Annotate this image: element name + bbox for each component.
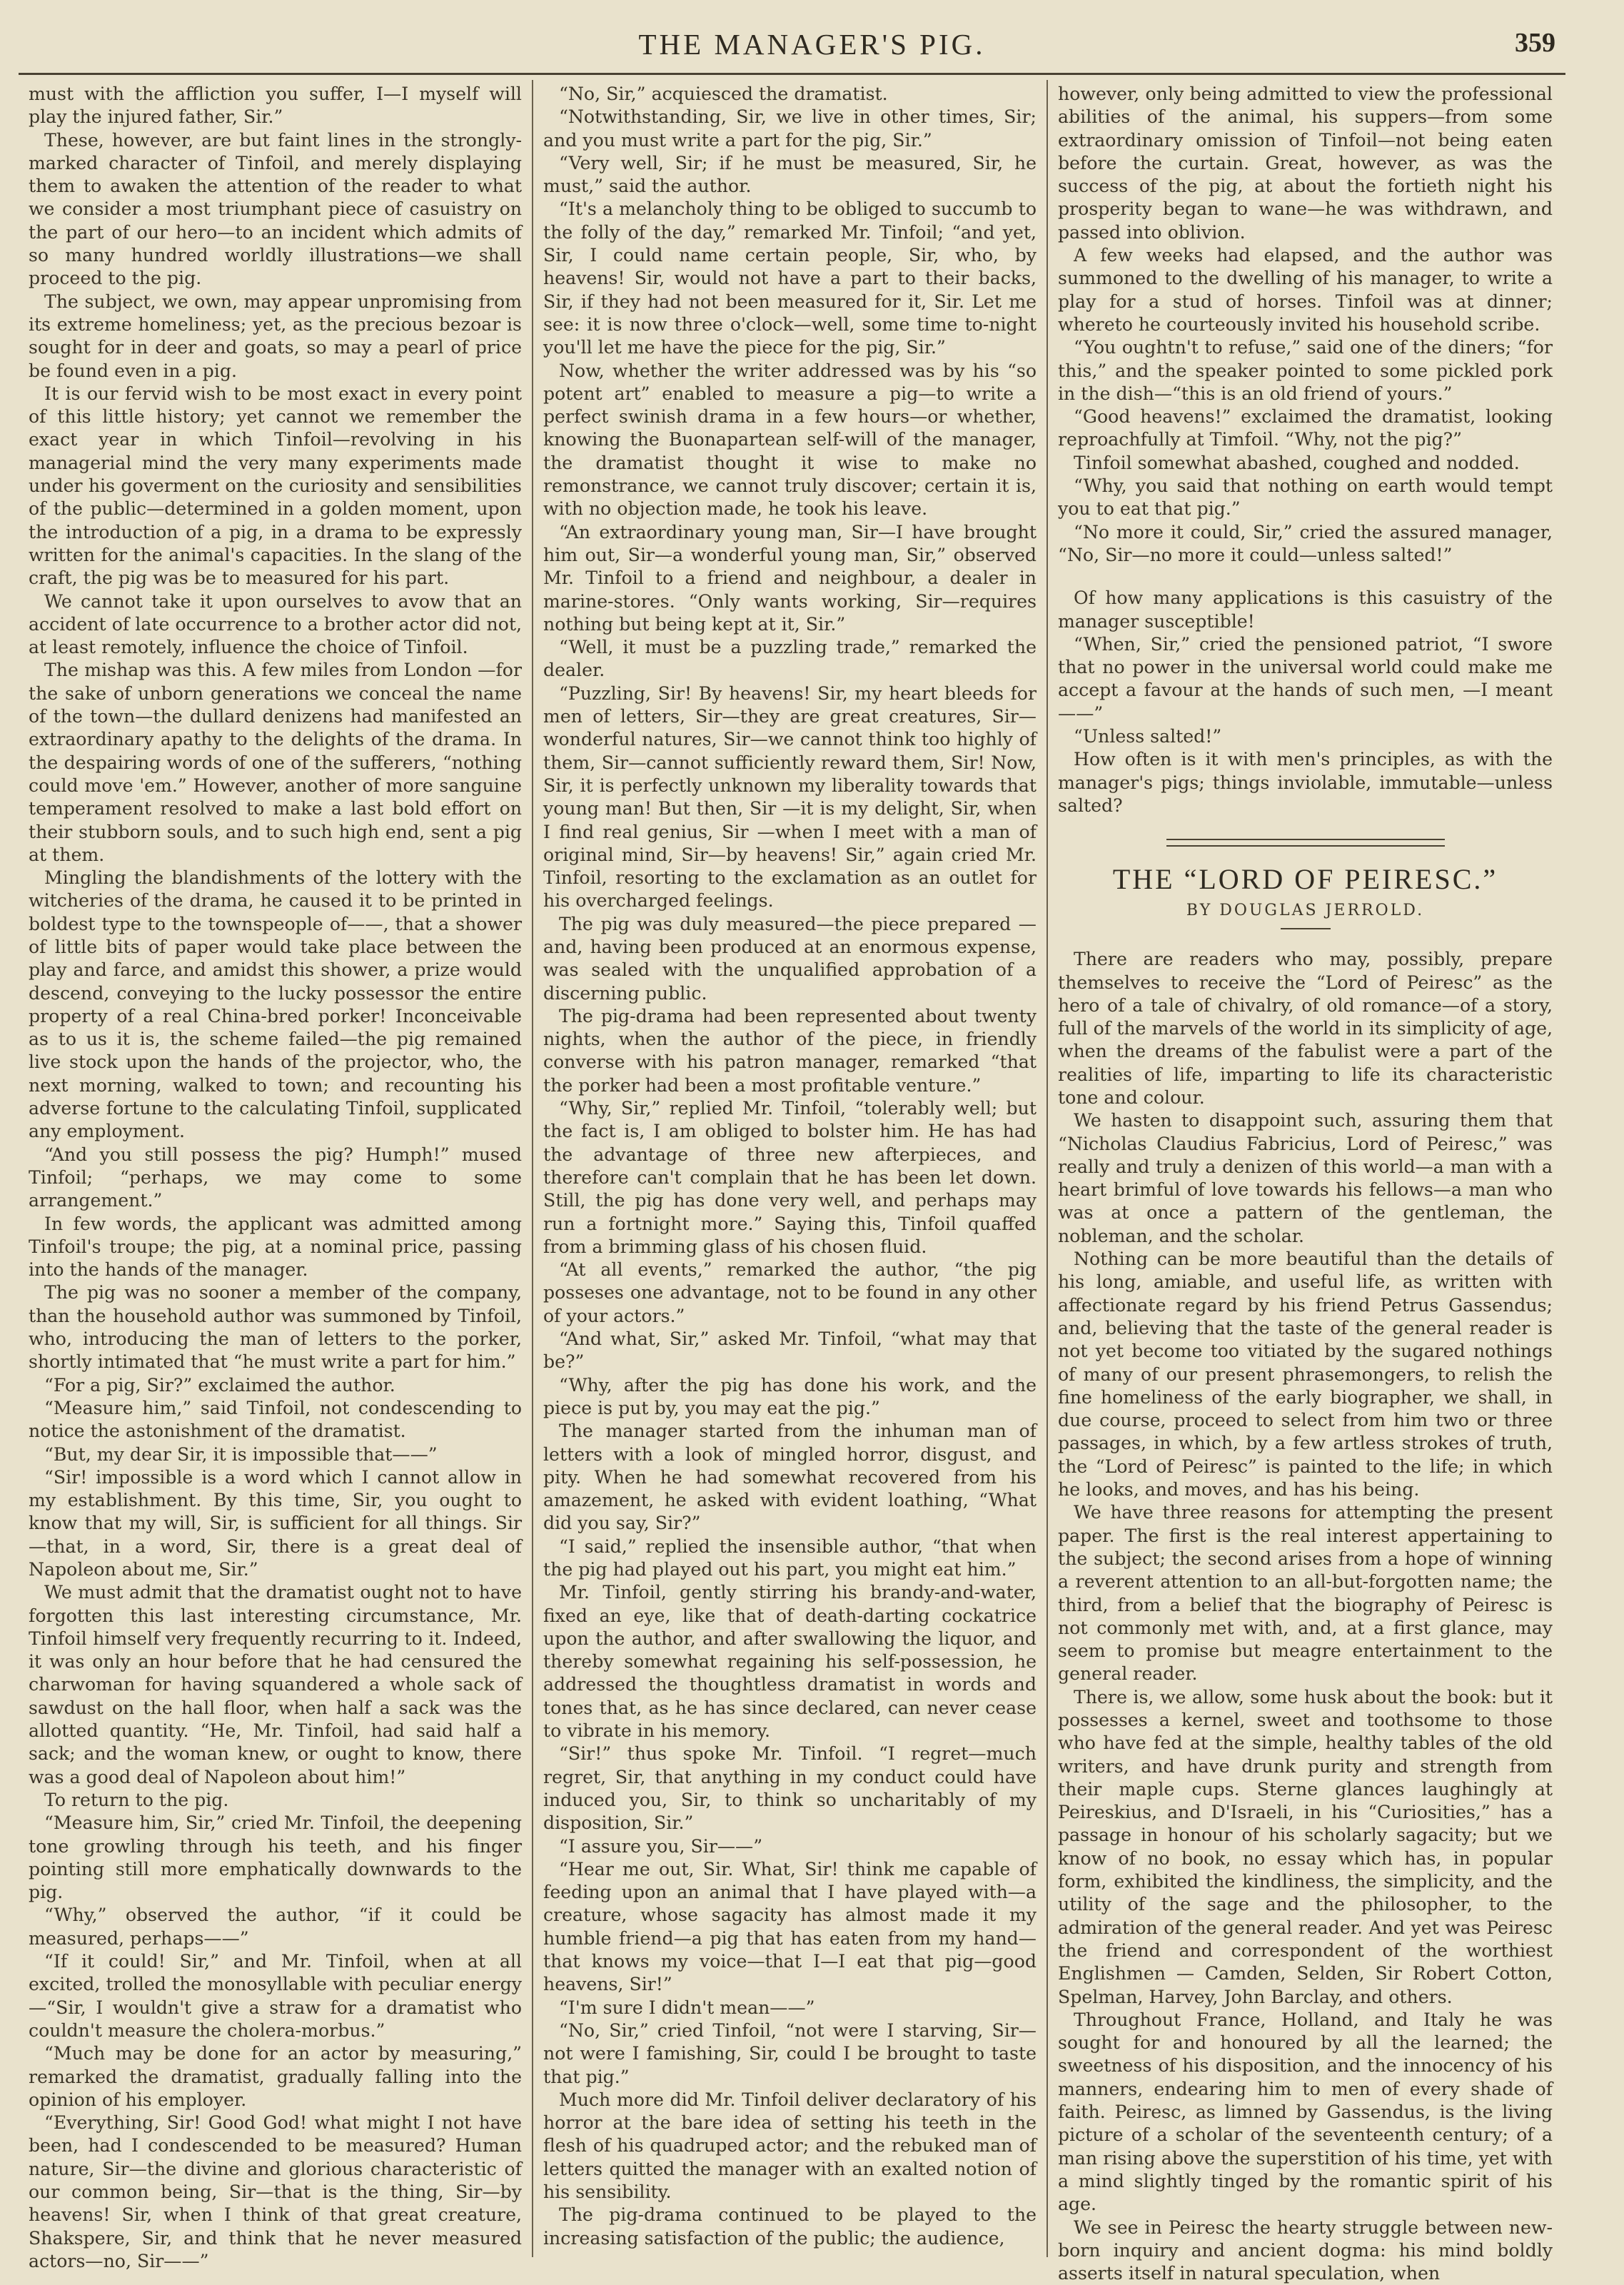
paragraph: “Why,” observed the author, “if it could be measured, perhaps——”	[29, 1905, 522, 1949]
paragraph: “When, Sir,” cried the pensioned patriot, “I swore that no power in the universal world could make me accept a favour at the hands of such men, —I meant——”	[1058, 633, 1553, 724]
page-header	[0, 0, 1624, 79]
paragraph: however, only being admitted to view the professional abilities of the animal, his suppers—from some extraordinary omission of Tinfoil—not being eaten before the curtain. Great, however, as was the success of the pig, at about the fortieth night his prosperity began to wane—he was withdrawn, and passed into oblivion.	[1058, 84, 1553, 243]
paragraph: Tinfoil somewhat abashed, coughed and nodded.	[1074, 452, 1520, 473]
column-2	[533, 80, 1048, 2257]
paragraph: We hasten to disappoint such, assuring them that “Nicholas Claudius Fabricius, Lord of Peiresc,” was really and truly a denizen of this world—a man with a heart brimful of love towards his fellows—a man who was at once a pattern of the gentleman, the nobleman, and the scholar.	[1058, 1110, 1553, 1246]
paragraph: The subject, we own, may appear unpromising from its extreme homeliness; yet, as the precious bezoar is sought for in deer and goats, so may a pearl of price be found even in a pig.	[29, 291, 522, 381]
byline-rule	[1281, 928, 1331, 929]
paragraph: A few weeks had elapsed, and the author was summoned to the dwelling of his manager, to write a play for a stud of horses. Tinfoil was at dinner; whereto he courteously invited his household scribe.	[1058, 245, 1553, 335]
paragraph: “But, my dear Sir, it is impossible that——”	[44, 1443, 438, 1465]
paragraph: “At all events,” remarked the author, “the pig posseses one advantage, not to be found in any other of your actors.”	[543, 1259, 1037, 1326]
paragraph: “If it could! Sir,” and Mr. Tinfoil, when at all excited, trolled the monosyllable with peculiar energy—“Sir, I wouldn't give a straw for a dramatist who couldn't measure the cholera-morbus.”	[29, 1951, 522, 2041]
paragraph: The pig was duly measured—the piece prepared —and, having been produced at an enormous expense, was sealed with the unqualified approbation of a discerning public.	[543, 913, 1037, 1004]
paragraph: “An extraordinary young man, Sir—I have brought him out, Sir—a wonderful young man, Sir,” observed Mr. Tinfoil to a friend and neighbour, a dealer in marine-stores. “Only wants working, Sir—requires nothing but being kept at it, Sir.”	[543, 521, 1037, 635]
paragraph: “Measure him,” said Tinfoil, not condescending to notice the astonishment of the dramatist.	[29, 1397, 522, 1442]
paragraph: We cannot take it upon ourselves to avow that an accident of late occurrence to a brother actor did not, at least remotely, influence the choice of Tinfoil.	[29, 590, 522, 658]
page-number: 359	[1515, 28, 1555, 58]
article-2-body	[1058, 948, 1553, 2285]
paragraph-gap	[1058, 567, 1553, 587]
paragraph: Nothing can be more beautiful than the details of his long, amiable, and useful life, as written with affectionate regard by his friend Petrus Gassendus; and, believing that the taste of the general reader is not yet become too vitiated by the sugared nothings of many of our present phrasemongers, to relish the fine homeliness of the early biographer, we shall, in due course, proceed to select from him two or three passages, in which, by a few artless strokes of truth, the “Lord of Peiresc” is painted to the life; in which he looks, and moves, and has his being.	[1058, 1249, 1553, 1500]
paragraph: “Good heavens!” exclaimed the dramatist, looking reproachfully at Timfoil. “Why, not the pig?”	[1058, 406, 1553, 450]
paragraph: “I'm sure I didn't mean——”	[559, 1997, 815, 2018]
paragraph: “Hear me out, Sir. What, Sir! think me capable of feeding upon an animal that I have played with—a creature, whose sagacity has almost made it my humble friend—a pig that has eaten from my hand—that knows my voice—that I—I eat that pig—good heavens, Sir!”	[543, 1858, 1037, 1995]
paragraph: “Very well, Sir; if he must be measured, Sir, he must,” said the author.	[543, 152, 1037, 197]
paragraph: must with the affliction you suffer, I—I myself will play the injured father, Sir.”	[29, 84, 522, 128]
running-head: THE MANAGER'S PIG.	[638, 28, 986, 61]
paragraph: The pig-drama continued to be played to the increasing satisfaction of the public; the audience,	[543, 2204, 1037, 2249]
article-title: THE “LORD OF PEIRESC.”	[1112, 863, 1498, 896]
paragraph: In few words, the applicant was admitted among Tinfoil's troupe; the pig, at a nominal price, passing into the hands of the manager.	[29, 1213, 522, 1281]
paragraph: Now, whether the writer addressed was by his “so potent art” enabled to measure a pig—to write a perfect swinish drama in a few hours—or whether, knowing the Buonapartean self-will of the manager, the dramatist thought it wise to make no remonstrance, we cannot truly discover; certain it is, with no objection made, he took his leave.	[543, 360, 1037, 520]
paragraph: “I assure you, Sir——”	[559, 1835, 763, 1857]
paragraph: “Sir! impossible is a word which I cannot allow in my establishment. By this time, Sir, you ought to know that my will, Sir, is sufficient for all things. Sir—that, in a word, Sir, there is a great deal of Napoleon about me, Sir.”	[29, 1466, 522, 1580]
paragraph: There is, we allow, some husk about the book: but it possesses a kernel, sweet and toothsome to those who have fed at the simple, healthy tables of the old writers, and have drunk purity and strength from their maple cups. Sterne glances laughingly at Peireskius, and D'Israeli, in his “Curiosities,” has a passage in honour of his scholarly sagacity; but we know of no book, no essay which has, in popular form, exhibited the kindliness, the simplicity, and the utility of the sage and the philosopher, to the admiration of the general reader. And yet was Peiresc the friend and correspondent of the worthiest Englishmen — Camden, Selden, Sir Robert Cotton, Spelman, Harvey, John Barclay, and others.	[1058, 1686, 1553, 2007]
paragraph: We see in Peiresc the hearty struggle between new-born inquiry and ancient dogma: his mind boldly asserts itself in natural speculation, when	[1058, 2216, 1553, 2284]
article-1-ending	[1058, 83, 1553, 567]
paragraph: “Measure him, Sir,” cried Mr. Tinfoil, the deepening tone growling through his teeth, and his finger pointing still more emphatically downwards to the pig.	[29, 1812, 522, 1903]
paragraph: We must admit that the dramatist ought not to have forgotten this last interesting circumstance, Mr. Tinfoil himself very frequently recurring to it. Indeed, it was only an hour before that he had censured the charwoman for having squandered a whole sack of sawdust on the hall floor, when half a sack was the allotted quantity. “He, Mr. Tinfoil, had said half a sack; and the woman knew, or ought to know, there was a good deal of Napoleon about him!”	[29, 1582, 522, 1787]
paragraph: Mr. Tinfoil, gently stirring his brandy-and-water, fixed an eye, like that of death-darting cockatrice upon the author, and after swallowing the liquor, and thereby somewhat regaining his self-possession, he addressed the thoughtless dramatist in words and tones that, as he has since declared, can never cease to vibrate in his memory.	[543, 1582, 1037, 1742]
article-1-moral	[1058, 587, 1553, 817]
paragraph: “No, Sir,” acquiesced the dramatist.	[559, 84, 888, 104]
paragraph: “And you still possess the pig? Humph!” mused Tinfoil; “perhaps, we may come to some arrangement.”	[29, 1144, 522, 1211]
paragraph: The pig was no sooner a member of the company, than the household author was summoned by Tinfoil, who, introducing the man of letters to the porker, shortly intimated that “he must write a part for him.”	[29, 1282, 522, 1373]
paragraph: “Well, it must be a puzzling trade,” remarked the dealer.	[543, 637, 1037, 681]
paragraph: How often is it with men's principles, as with the manager's pigs; things inviolable, immutable—unless salted?	[1058, 749, 1553, 816]
section-divider	[1166, 839, 1445, 847]
paragraph: The mishap was this. A few miles from London —for the sake of unborn generations we conceal the name of the town—the dullard denizens had manifested an extraordinary apathy to the delights of the drama. In the despairing words of one of the sufferers, “nothing could move 'em.” However, another of more sanguine temperament resolved to make a last bold effort on their stubborn souls, and to such high end, sent a pig at them.	[29, 660, 522, 865]
paragraph: “Sir!” thus spoke Mr. Tinfoil. “I regret—much regret, Sir, that anything in my conduct could have induced you, Sir, to think so uncharitably of my disposition, Sir.”	[543, 1743, 1037, 1834]
paragraph: The pig-drama had been represented about twenty nights, when the author of the piece, in friendly converse with his patron manager, remarked “that the porker had been a most profitable venture.”	[543, 1005, 1037, 1096]
paragraph: “No, Sir,” cried Tinfoil, “not were I starving, Sir—not were I famishing, Sir, could I be brought to taste that pig.”	[543, 2019, 1037, 2087]
paragraph: Much more did Mr. Tinfoil deliver declaratory of his horror at the bare idea of setting his teeth in the flesh of his quadruped actor; and the rebuked man of letters quitted the manager with an exalted notion of his sensibility.	[543, 2089, 1037, 2203]
paragraph: These, however, are but faint lines in the strongly-marked character of Tinfoil, and merely displaying them to awaken the attention of the reader to what we consider a most triumphant piece of casuistry on the part of our hero—to an incident which admits of so many hundred worldly illustrations—we shall proceed to the pig.	[29, 129, 522, 289]
paragraph: “Everything, Sir! Good God! what might I not have been, had I condescended to be measured? Human nature, Sir—the divine and glorious characteristic of our common being, Sir—that is the thing, Sir—by heavens! Sir, when I think of that great creature, Shakspere, Sir, and think that he never measured actors—no, Sir——”	[29, 2112, 522, 2271]
paragraph: “It's a melancholy thing to be obliged to succumb to the folly of the day,” remarked Mr. Tinfoil; “and yet, Sir, I could name certain people, Sir, who, by heavens! Sir, would not have a part to their backs, Sir, if they had not been measured for it, Sir. Let me see: it is now three o'clock—well, some time to-night you'll let me have the piece for the pig, Sir.”	[543, 198, 1037, 358]
paragraph: “For a pig, Sir?” exclaimed the author.	[44, 1374, 395, 1396]
paragraph: “No more it could, Sir,” cried the assured manager, “No, Sir—no more it could—unless salted!”	[1058, 521, 1553, 565]
article-byline: BY DOUGLAS JERROLD.	[1186, 902, 1425, 920]
paragraph: “Why, Sir,” replied Mr. Tinfoil, “tolerably well; but the fact is, I am obliged to bolster him. He has had the advantage of three new afterpieces, and therefore can't complain that he has been let down. Still, the pig has done very well, and perhaps may run a fortnight more.” Saying this, Tinfoil quaffed from a brimming glass of his chosen fluid.	[543, 1098, 1037, 1257]
paragraph: “You oughtn't to refuse,” said one of the diners; “for this,” and the speaker pointed to some pickled pork in the dish—“this is an old friend of yours.”	[1058, 337, 1553, 404]
paragraph: “Puzzling, Sir! By heavens! Sir, my heart bleeds for men of letters, Sir—they are great creatures, Sir—wonderful natures, Sir—we cannot think too highly of them, Sir—cannot sufficiently reward them, Sir! Now, Sir, it is perfectly unknown my liberality towards that young man! But then, Sir —it is my delight, Sir, when I find real genius, Sir —when I meet with a man of original mind, Sir—by heavens! Sir,” again cried Mr. Tinfoil, resorting to the exclamation as an outlet for his overcharged feelings.	[543, 682, 1037, 912]
paragraph: “Notwithstanding, Sir, we live in other times, Sir; and you must write a part for the pig, Sir.”	[543, 106, 1037, 151]
paragraph: There are readers who may, possibly, prepare themselves to receive the “Lord of Peiresc” as the hero of a tale of chivalry, of old romance—of a story, full of the marvels of the world in its simplicity of age, when the dreams of the fabulist were a part of the realities of life, imparting to life its characteristic tone and colour.	[1058, 949, 1553, 1108]
column-1	[19, 80, 533, 2271]
paragraph: “I said,” replied the insensible author, “that when the pig had played out his part, you might eat him.”	[543, 1535, 1037, 1580]
paragraph: It is our fervid wish to be most exact in every point of this little history; yet cannot we remember the exact year in which Tinfoil—revolving in his managerial mind the very many experiments made under his goverment on the curiosity and sensibilities of the public—determined in a golden moment, upon the introduction of a pig, in a drama to be expressly written for the animal's capacities. In the slang of the craft, the pig was be to measured for his part.	[29, 383, 522, 589]
paragraph: The manager started from the inhuman man of letters with a look of mingled horror, disgust, and pity. When he had somewhat recovered from his amazement, he asked with evident loathing, “What did you say, Sir?”	[543, 1421, 1037, 1534]
paragraph: Of how many applications is this casuistry of the manager susceptible!	[1058, 587, 1553, 632]
header-rule	[19, 73, 1565, 75]
paragraph: “Much may be done for an actor by measuring,” remarked the dramatist, gradually falling into the opinion of his employer.	[29, 2043, 522, 2110]
paragraph: To return to the pig.	[44, 1789, 229, 1810]
paragraph: “Why, after the pig has done his work, and the piece is put by, you may eat the pig.”	[543, 1374, 1037, 1418]
text-columns	[19, 80, 1564, 2284]
column-3	[1048, 80, 1563, 2284]
paragraph: We have three reasons for attempting the present paper. The first is the real interest appertaining to the subject; the second arises from a hope of winning a reverent attention to an all-but-forgotten name; the third, from a belief that the biography of Peiresc is not commonly met with, and, at a first glance, may seem to promise but meagre entertainment to the general reader.	[1058, 1502, 1553, 1685]
paragraph: “And what, Sir,” asked Mr. Tinfoil, “what may that be?”	[543, 1328, 1037, 1373]
paragraph: “Unless salted!”	[1074, 726, 1222, 747]
paragraph: Mingling the blandishments of the lottery with the witcheries of the drama, he caused it to be printed in boldest type to the townspeople of——, that a shower of little bits of paper would take place between the play and farce, and amidst this shower, a prize would descend, conveying to the lucky possessor the entire property of a real China-bred porker! Inconceivable as to us it is, the scheme failed—the pig remained live stock upon the hands of the projector, who, the next morning, walked to town; and recounting his adverse fortune to the calculating Tinfoil, supplicated any employment.	[29, 867, 522, 1142]
paragraph: Throughout France, Holland, and Italy he was sought for and honoured by all the learned; the sweetness of his disposition, and the innocency of his manners, endearing him to men of every shade of faith. Peiresc, as limned by Gassendus, is the living picture of a scholar of the seventeenth century; of a man rising above the superstition of his time, yet with a mind slightly tinged by the romantic spirit of his age.	[1058, 2009, 1553, 2215]
paragraph: “Why, you said that nothing on earth would tempt you to eat that pig.”	[1058, 475, 1553, 520]
